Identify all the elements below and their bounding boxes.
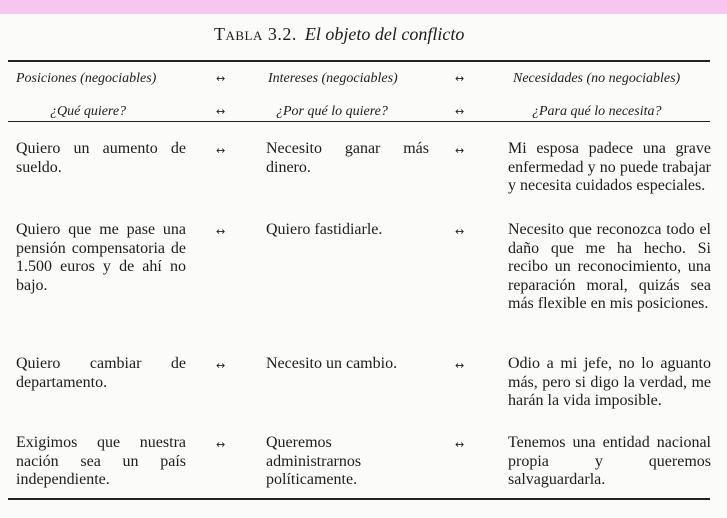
row-1-interes: Necesito ganar más dinero. [266, 140, 429, 176]
table-label: Tabla 3.2. [214, 24, 297, 44]
arrow-icon: ↔ [455, 225, 465, 238]
header-necesidades: Necesidades (no negociables) [513, 71, 681, 86]
bottom-rule [8, 498, 710, 500]
row-3-necesidad: Odio a mi jefe, no lo aguanto más, pero si digo la verdad, me harán la vida imposible. [508, 355, 711, 409]
row-4-necesidad: Tenemos una entidad nacional propia y queremos salvaguardarla. [508, 434, 711, 488]
top-band [0, 0, 727, 14]
row-1-posicion: Quiero un aumento de sueldo. [16, 140, 186, 176]
row-1-necesidad: Mi esposa padece una grave enfermedad y no puede trabajar y necesita cuidados especiales. [508, 140, 711, 194]
arrow-icon: ↔ [455, 105, 465, 118]
header-intereses: Intereses (negociables) [268, 71, 398, 86]
arrow-icon: ↔ [455, 438, 465, 451]
arrow-icon: ↔ [455, 72, 465, 85]
arrow-icon: ↔ [455, 144, 465, 157]
row-2-interes: Quiero fastidiarle. [266, 221, 383, 238]
arrow-icon: ↔ [216, 438, 226, 451]
document-page [0, 14, 727, 518]
question-necesidades: ¿Para qué lo necesita? [532, 104, 662, 119]
arrow-icon: ↔ [455, 359, 465, 372]
row-2-posicion: Quiero que me pase una pensión compensatoria de 1.500 euros y de ahí no bajo. [16, 221, 186, 294]
row-3-interes: Necesito un cambio. [266, 355, 398, 372]
arrow-icon: ↔ [216, 72, 226, 85]
row-2-necesidad: Necesito que reconozca todo el daño que me ha hecho. Si recibo un reconocimiento, una reparación moral, quizás sea más flexible en mis posiciones. [508, 221, 711, 312]
question-intereses: ¿Por qué lo quiere? [276, 104, 388, 119]
table-subtitle: El objeto del conflicto [304, 24, 465, 44]
question-posiciones: ¿Qué quiere? [50, 104, 127, 119]
row-4-posicion: Exigimos que nuestra nación sea un país independiente. [16, 434, 186, 488]
row-3-posicion: Quiero cambiar de departamento. [16, 355, 186, 391]
arrow-icon: ↔ [216, 359, 226, 372]
header-posiciones: Posiciones (negociables) [16, 71, 157, 86]
arrow-icon: ↔ [216, 105, 226, 118]
top-rule [8, 60, 710, 62]
arrow-icon: ↔ [216, 144, 226, 157]
table-title [214, 24, 464, 45]
row-4-interes: Queremos administrarnos políticamente. [266, 434, 362, 488]
header-rule [8, 121, 710, 122]
arrow-icon: ↔ [216, 225, 226, 238]
